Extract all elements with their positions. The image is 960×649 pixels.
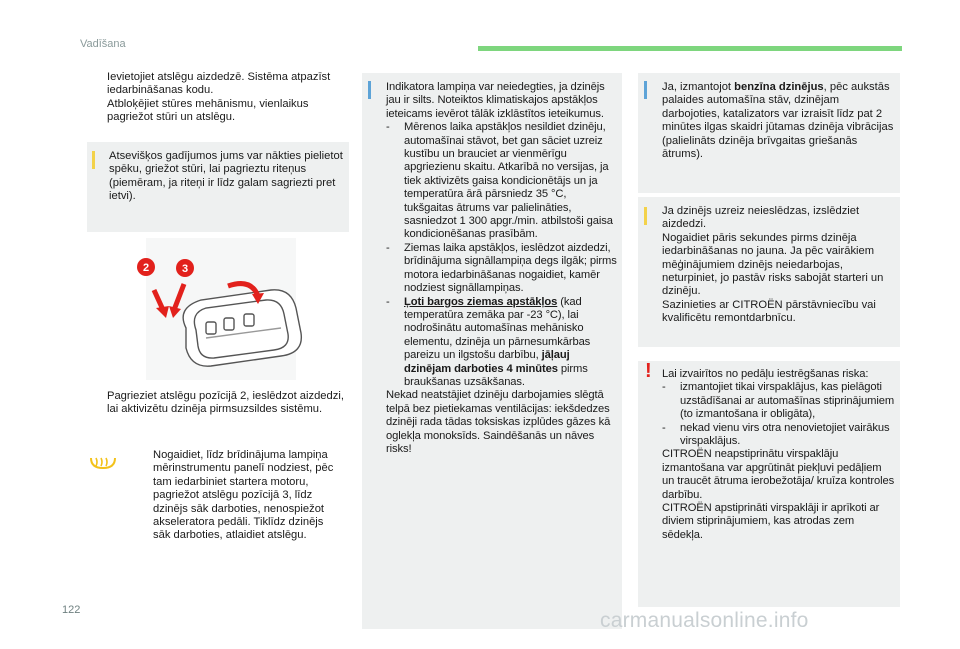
label-3-text: 3 [181, 263, 189, 275]
dash-mark: - [386, 241, 390, 254]
info-bar-icon [368, 81, 371, 99]
climate-item-mild: - Mērenos laika apstākļos nesildiet dzinēju, automašīnai stāvot, bet gan sāciet uzreiz kustību un brauciet ar vienmērīgu apgriezienu skaitu. Atkarībā no versijas, ja tiek aktivizēts gaisa kondicionētājs un ja temperatūra ārā pārsniedz 35 °C, tukšgaitas ātrums var palielināties, sasniedzot 1 300 apgr./min. atbilstoši gaisa kondicionēšanas prasībām. [386, 121, 613, 241]
dash-mark: - [386, 295, 390, 308]
key-illustration [106, 238, 346, 380]
label-3-badge [176, 259, 194, 277]
tip-bar-icon [92, 151, 95, 169]
dash-mark: - [386, 121, 390, 134]
label-2-text: 2 [142, 262, 150, 274]
instruction-insert-key: Ievietojiet atslēgu aizdedzē. Sistēma atpazīst iedarbināšanas kodu. [107, 71, 331, 97]
warning-item-mats: - izmantojiet tikai virspaklājus, kas pielāgoti uzstādīšanai ar automašīnas stiprinājumiem (to izmantošana ir obligāta), [662, 381, 895, 421]
warning-outro: CITROËN neapstiprinātu virspaklāju izmantošana var apgrūtināt piekļuvi pedāļiem un traucēt ātruma ierobežotāja/ kruīza kontroles darbību. CITROËN apstiprināti virspaklāji ir aprīkoti ar diviem stiprinājumiem, kas atrodas zem sēdekļa. [662, 448, 895, 541]
instruction-turn-key-position-2: Pagrieziet atslēgu pozīcijā 2, ieslēdzot aizdedzi, lai aktivizētu dzinēja pirmsuzsildes sistēmu. [107, 390, 344, 416]
tip-bar-icon [644, 207, 647, 225]
glow-plug-icon [88, 455, 118, 471]
warning-box-pedals [638, 361, 900, 607]
tip-text: Atsevišķos gadījumos jums var nākties pielietot spēku, griežot stūri, lai pagrieztu riteņus (piemēram, ja riteņi ir līdz galam sagriezti pret ietvi). [109, 150, 343, 203]
dash-mark: - [662, 421, 666, 434]
warning-item-stacking: - nekad vienu virs otra nenovietojiet vairākus virspaklājus. [662, 421, 890, 448]
climate-item-severe-winter: - Ļoti bargos ziemas apstākļos (kad temperatūra zemāka par -23 °C), lai nodrošinātu automašīnas mehānisko elementu, dzinēja un pārnesumkārbas pareizu un ilgstošu darbību, jāļauj dzinējam darboties 4 minūtes pirms braukšanas uzsākšanas. [386, 295, 591, 388]
info-box-petrol: Ja, izmantojot benzīna dzinējus, pēc aukstās palaides automašīna stāv, dzinējam darbojoties, katalizators var izraisīt līdz pat 2 minūtes ilgas skaidri jūtamas dzinēja vibrācijas (palielināts dzinēja brīvgaitas griešanās ātrums). [638, 73, 900, 193]
warning-intro: Lai izvairītos no pedāļu iestrēgšanas riska: [662, 368, 869, 380]
ignition-key-drawing [183, 290, 301, 366]
climate-outro: Nekad neatstājiet dzinēju darbojamies slēgtā telpā bez pietiekamas ventilācijas: iekšdedzes dzinēji rada tādas toksiskas izplūdes gāzes kā oglekļa monoksīds. Saindēšanās un nāves risks! [386, 389, 611, 455]
instruction-unlock-steering: Atbloķējiet stūres mehānismu, vienlaikus pagriežot stūri un atslēgu. [107, 98, 309, 124]
climate-intro: Indikatora lampiņa var neiedegties, ja dzinējs jau ir silts. Noteiktos klimatiskajos apstākļos ieteicams ievērot tālāk izklāstītos ieteikumus. [386, 81, 605, 120]
instruction-start-engine: Nogaidiet, līdz brīdinājuma lampiņa mērinstrumentu panelī nodziest, pēc tam iedarbiniet startera motoru, pagriežot atslēgu pozīcijā 3, līdz dzinējs sāk darboties, nenospiežot akseleratora pedāli. Tiklīdz dzinējs sāk darboties, atlaidiet atslēgu. [153, 449, 334, 542]
warning-icon: ! [645, 360, 652, 382]
page-number: 122 [62, 604, 81, 616]
no-start-text: Ja dzinējs uzreiz neieslēdzas, izslēdziet aizdedzi. Nogaidiet pāris sekundes pirms dzinēja iedarbināšanas no jauna. Ja pēc vairākiem mēģinājumiem dzinējs neiedarbojas, neturpiniet, jo pastāv risks sabojāt starteri un dzinēju. Sazinieties ar CITROËN pārstāvniecību vai kvalificētu remontdarbnīcu. [662, 205, 884, 325]
info-box-climate [362, 73, 622, 629]
header-title: Vadīšana [80, 38, 126, 50]
label-2-badge [137, 258, 155, 276]
climate-item-winter: - Ziemas laika apstākļos, ieslēdzot aizdedzi, brīdinājuma signāllampiņa degs ilgāk; pirms motora iedarbināšanas nogaidiet, kamēr nodziest signāllampiņas. [386, 241, 617, 295]
dash-mark: - [662, 381, 666, 394]
watermark-text: carmanualsonline.info [600, 609, 809, 632]
header-accent-bar [478, 46, 902, 51]
info-bar-icon [644, 81, 647, 99]
tip-box-no-start [638, 197, 900, 347]
tip-box-steering [87, 142, 349, 232]
